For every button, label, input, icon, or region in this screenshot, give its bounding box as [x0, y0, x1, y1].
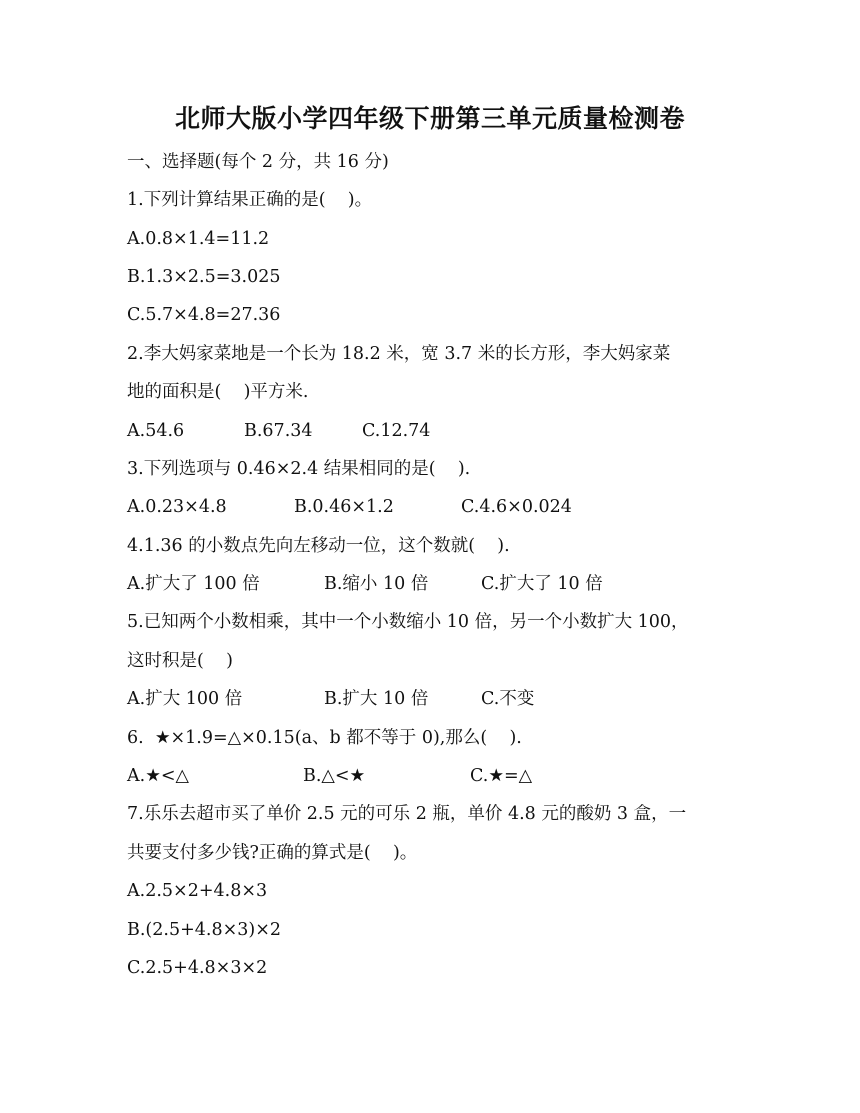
question-6-option-a: A.★<△	[127, 766, 190, 786]
question-1-option-c: C.5.7×4.8=27.36	[127, 305, 281, 325]
question-4-option-a: A.扩大了 100 倍	[127, 574, 260, 594]
question-6-options	[0, 764, 860, 788]
question-3-option-c: C.4.6×0.024	[461, 497, 572, 517]
question-2-options	[0, 419, 860, 443]
question-1-stem: 1.下列计算结果正确的是( )。	[127, 190, 373, 210]
question-5-option-a: A.扩大 100 倍	[127, 689, 243, 709]
question-3-option-b: B.0.46×1.2	[294, 497, 394, 517]
question-7-option-b: B.(2.5+4.8×3)×2	[127, 920, 281, 940]
question-4-stem: 4.1.36 的小数点先向左移动一位，这个数就( ).	[127, 536, 510, 556]
section-heading: 一、选择题(每个 2 分，共 16 分)	[127, 152, 389, 172]
question-2-stem: 2.李大妈家菜地是一个长为 18.2 米，宽 3.7 米的长方形，李大妈家菜	[127, 344, 671, 364]
question-1-option-b: B.1.3×2.5=3.025	[127, 267, 281, 287]
question-5-option-c: C.不变	[481, 689, 535, 709]
exam-title: 北师大版小学四年级下册第三单元质量检测卷	[174, 104, 685, 133]
question-5-stem: 5.已知两个小数相乘，其中一个小数缩小 10 倍，另一个小数扩大 100，	[127, 612, 689, 632]
question-6-option-b: B.△<★	[303, 766, 366, 786]
question-2-stem-cont: 地的面积是( )平方米.	[127, 382, 309, 402]
question-3-options	[0, 495, 860, 519]
question-4-options	[0, 572, 860, 596]
question-7-stem-cont: 共要支付多少钱?正确的算式是( )。	[127, 843, 418, 863]
question-6-option-c: C.★=△	[470, 766, 533, 786]
question-2-option-a: A.54.6	[127, 421, 185, 441]
question-4-option-c: C.扩大了 10 倍	[481, 574, 603, 594]
question-4-option-b: B.缩小 10 倍	[324, 574, 429, 594]
question-3-option-a: A.0.23×4.8	[127, 497, 227, 517]
question-7-option-c: C.2.5+4.8×3×2	[127, 958, 268, 978]
question-7-option-a: A.2.5×2+4.8×3	[127, 881, 268, 901]
question-5-options	[0, 687, 860, 711]
question-2-option-b: B.67.34	[244, 421, 313, 441]
question-5-stem-cont: 这时积是( )	[127, 651, 233, 671]
question-7-stem: 7.乐乐去超市买了单价 2.5 元的可乐 2 瓶，单价 4.8 元的酸奶 3 盒，一	[127, 804, 687, 824]
question-1-option-a: A.0.8×1.4=11.2	[127, 229, 270, 249]
question-6-stem: 6. ★×1.9=△×0.15(a、b 都不等于 0),那么( ).	[127, 728, 522, 748]
question-5-option-b: B.扩大 10 倍	[324, 689, 429, 709]
question-2-option-c: C.12.74	[362, 421, 431, 441]
question-3-stem: 3.下列选项与 0.46×2.4 结果相同的是( ).	[127, 459, 471, 479]
